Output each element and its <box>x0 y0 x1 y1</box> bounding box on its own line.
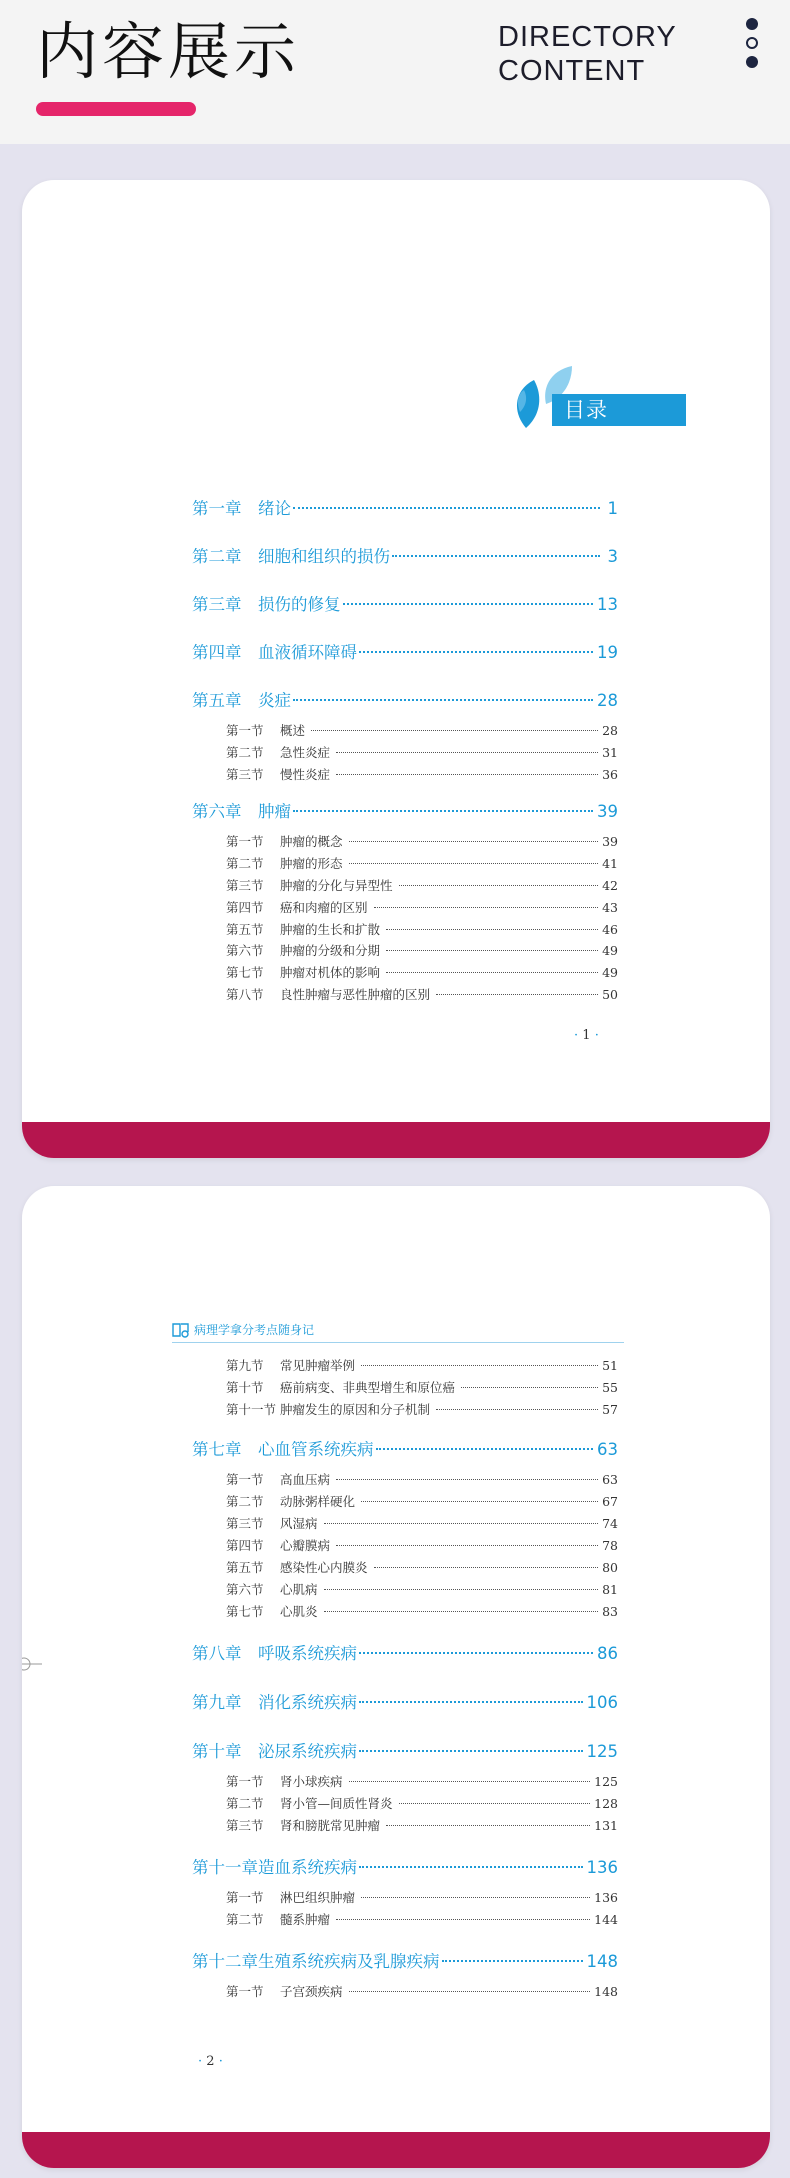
toc-section-row[interactable] <box>226 1470 618 1490</box>
chapter-number: 第八章 <box>192 1644 242 1663</box>
section-title: 心肌病 <box>280 1582 318 1597</box>
section-number: 第二节 <box>226 744 264 760</box>
toc-section-row[interactable] <box>226 1794 618 1814</box>
chapter-title: 绪论 <box>258 499 291 518</box>
section-number: 第一节 <box>226 1774 264 1789</box>
page-bottom-bar <box>22 1122 770 1158</box>
section-page: 83 <box>602 1604 618 1619</box>
section-title: 急性炎症 <box>280 744 331 760</box>
section-page: 49 <box>602 943 618 959</box>
header-english-title <box>498 20 677 88</box>
dot-leader <box>343 603 594 605</box>
dot-leader <box>442 1960 583 1962</box>
dot-leader <box>293 810 593 812</box>
section-title: 动脉粥样硬化 <box>280 1494 356 1509</box>
section-number: 第二节 <box>226 1796 264 1811</box>
section-number: 第一节 <box>226 723 264 738</box>
toc-section-row[interactable] <box>226 985 618 1005</box>
section-title: 子宫颈疾病 <box>280 1984 343 1999</box>
dot-leader <box>361 1365 598 1366</box>
section-page: 78 <box>602 1538 618 1553</box>
toc-section-row[interactable] <box>226 1888 618 1908</box>
section-page: 46 <box>602 921 618 937</box>
toc-chapter-row[interactable] <box>192 495 618 521</box>
header-underline <box>36 102 196 116</box>
section-title: 肿瘤的形态 <box>280 856 343 872</box>
chapter-page: 136 <box>586 1858 618 1877</box>
toc-section-row[interactable] <box>226 963 618 983</box>
dot-leader <box>311 730 598 731</box>
section-number: 第十节 <box>226 1380 264 1395</box>
section-title: 癌和肉瘤的区别 <box>280 899 368 915</box>
section-title: 肿瘤对机体的影响 <box>280 965 381 981</box>
toc-section-row[interactable] <box>226 1580 618 1600</box>
dot-icon <box>746 37 758 49</box>
section-title: 髓系肿瘤 <box>280 1912 331 1927</box>
section-number: 第一节 <box>226 1472 264 1487</box>
section-page: 49 <box>602 965 618 981</box>
chapter-number: 第三章 <box>192 595 242 614</box>
toc-chapter-row[interactable] <box>192 591 618 617</box>
toc-section-row[interactable] <box>226 1910 618 1930</box>
toc-page-2 <box>22 1186 770 2168</box>
dot-leader <box>349 841 599 842</box>
toc-chapter-row[interactable] <box>192 1948 618 1974</box>
dot-icon <box>746 56 758 68</box>
section-page: 81 <box>602 1582 618 1597</box>
chapter-title: 血液循环障碍 <box>258 643 357 662</box>
section-page: 67 <box>602 1494 618 1509</box>
dot-leader <box>374 1567 599 1568</box>
section-page: 55 <box>602 1380 618 1395</box>
dot-leader <box>336 774 598 775</box>
chapter-title: 呼吸系统疾病 <box>258 1644 357 1663</box>
toc-section-row[interactable] <box>226 743 618 763</box>
chapter-title: 生殖系统疾病及乳腺疾病 <box>258 1952 440 1971</box>
chapter-title: 造血系统疾病 <box>258 1858 357 1877</box>
dot-leader <box>436 994 598 995</box>
toc-section-row[interactable] <box>226 898 618 918</box>
dots-menu-icon[interactable] <box>746 18 760 75</box>
chapter-number: 第七章 <box>192 1440 242 1459</box>
toc-section-row[interactable] <box>226 1982 618 2002</box>
dot-leader <box>386 1825 590 1826</box>
toc-chapter-row[interactable] <box>192 798 618 824</box>
chapter-number: 第四章 <box>192 643 242 662</box>
section-number: 第十一节 <box>226 1402 277 1417</box>
section-title: 肾和膀胱常见肿瘤 <box>280 1818 381 1833</box>
toc-section-row[interactable] <box>226 832 618 852</box>
chapter-title: 泌尿系统疾病 <box>258 1742 357 1761</box>
dot-leader <box>336 1919 590 1920</box>
section-page: 136 <box>594 1890 618 1905</box>
dot-leader <box>386 950 598 951</box>
dot-leader <box>386 929 598 930</box>
dot-leader <box>392 555 600 557</box>
dot-leader <box>359 651 593 653</box>
section-page: 36 <box>602 766 618 782</box>
section-number: 第五节 <box>226 1560 264 1575</box>
toc-chapter-row[interactable] <box>192 1436 618 1462</box>
book-icon <box>172 1322 190 1338</box>
section-title: 心肌炎 <box>280 1604 318 1619</box>
section-title: 心瓣膜病 <box>280 1538 331 1553</box>
section-title: 肿瘤的分化与异型性 <box>280 878 393 893</box>
chapter-page: 13 <box>597 595 618 614</box>
header-en-line2: CONTENT <box>498 55 646 87</box>
toc-chapter-row[interactable] <box>192 1854 618 1880</box>
chapter-title: 心血管系统疾病 <box>258 1440 374 1459</box>
section-title: 慢性炎症 <box>280 766 331 782</box>
page-header <box>0 0 790 144</box>
section-number: 第六节 <box>226 1582 264 1597</box>
dot-leader <box>359 1750 583 1752</box>
toc-chapter-row[interactable] <box>192 639 618 665</box>
mulu-badge <box>512 360 686 442</box>
dot-icon <box>746 18 758 30</box>
book-title: 病理学拿分考点随身记 <box>194 1323 315 1337</box>
section-title: 肿瘤的分级和分期 <box>280 943 381 959</box>
dot-leader <box>359 1866 583 1868</box>
dot-leader <box>349 1991 591 1992</box>
dot-leader <box>293 507 600 509</box>
toc-section-row[interactable] <box>226 1400 618 1420</box>
dot-leader <box>461 1387 598 1388</box>
chapter-page: 19 <box>597 643 618 662</box>
section-title: 淋巴组织肿瘤 <box>280 1890 356 1905</box>
chapter-title: 细胞和组织的损伤 <box>258 547 390 566</box>
section-number: 第一节 <box>226 834 264 850</box>
dot-leader <box>336 1479 598 1480</box>
dot-leader <box>349 863 599 864</box>
section-number: 第三节 <box>226 878 264 893</box>
chapter-number: 第五章 <box>192 691 242 710</box>
dot-leader <box>324 1611 599 1612</box>
section-title: 感染性心内膜炎 <box>280 1560 368 1575</box>
section-number: 第四节 <box>226 1538 264 1553</box>
toc-section-row[interactable] <box>226 1492 618 1512</box>
toc-section-row[interactable] <box>226 721 618 741</box>
dot-leader <box>361 1897 590 1898</box>
section-title: 肿瘤发生的原因和分子机制 <box>280 1402 431 1417</box>
section-page: 80 <box>602 1560 618 1575</box>
page-bottom-bar <box>22 2132 770 2168</box>
chapter-page: 28 <box>597 691 618 710</box>
section-page: 74 <box>602 1516 618 1531</box>
dot-leader <box>324 1523 599 1524</box>
section-page: 128 <box>594 1796 618 1811</box>
section-number: 第四节 <box>226 899 264 915</box>
section-number: 第二节 <box>226 856 264 872</box>
section-number: 第六节 <box>226 943 264 959</box>
section-title: 肾小球疾病 <box>280 1774 343 1789</box>
section-title: 肿瘤的概念 <box>280 834 343 850</box>
chapter-page: 86 <box>597 1644 618 1663</box>
dot-leader <box>293 699 593 701</box>
section-page: 148 <box>594 1984 618 1999</box>
toc-heading: 目录 <box>564 398 608 422</box>
section-number: 第二节 <box>226 1494 264 1509</box>
dot-leader <box>336 752 598 753</box>
chapter-page: 63 <box>597 1440 618 1459</box>
chapter-number: 第十二章 <box>192 1952 258 1971</box>
section-number: 第二节 <box>226 1912 264 1927</box>
section-page: 42 <box>602 878 618 893</box>
dot-leader <box>374 907 599 908</box>
chapter-number: 第二章 <box>192 547 242 566</box>
dot-leader <box>386 972 598 973</box>
chapter-title: 消化系统疾病 <box>258 1693 357 1712</box>
section-page: 144 <box>594 1912 618 1927</box>
section-number: 第九节 <box>226 1358 264 1373</box>
toc-section-row[interactable] <box>226 1356 618 1376</box>
chapter-number: 第十一章 <box>192 1858 258 1877</box>
dot-leader <box>399 1803 591 1804</box>
dot-leader <box>359 1701 583 1703</box>
section-page: 31 <box>602 744 618 760</box>
chapter-number: 第九章 <box>192 1693 242 1712</box>
toc-section-row[interactable] <box>226 1378 618 1398</box>
section-page: 39 <box>602 834 618 850</box>
toc-section-row[interactable] <box>226 1536 618 1556</box>
toc-chapter-row[interactable] <box>192 543 618 569</box>
toc-section-row[interactable] <box>226 941 618 961</box>
dot-leader <box>376 1448 594 1450</box>
toc-section-row[interactable] <box>226 920 618 940</box>
dot-leader <box>336 1545 598 1546</box>
section-number: 第五节 <box>226 921 264 937</box>
book-running-header <box>172 1320 624 1343</box>
chapter-title: 炎症 <box>258 691 291 710</box>
toc-section-row[interactable] <box>226 876 618 896</box>
toc-section-row[interactable] <box>226 1602 618 1622</box>
chapter-number: 第一章 <box>192 499 242 518</box>
dot-leader <box>436 1409 598 1410</box>
header-title: 内容展示 <box>36 15 301 88</box>
toc-chapter-row[interactable] <box>192 1738 618 1764</box>
section-number: 第三节 <box>226 766 264 782</box>
dot-leader <box>361 1501 598 1502</box>
toc-section-row[interactable] <box>226 1772 618 1792</box>
section-number: 第三节 <box>226 1818 264 1833</box>
section-page: 131 <box>594 1818 618 1833</box>
dot-leader <box>324 1589 599 1590</box>
chapter-page: 39 <box>597 802 618 822</box>
toc-section-row[interactable] <box>226 1816 618 1836</box>
section-title: 风湿病 <box>280 1516 318 1531</box>
section-page: 125 <box>594 1774 618 1789</box>
section-page: 57 <box>602 1402 618 1417</box>
section-page: 28 <box>602 723 618 738</box>
chapter-page: 3 <box>607 547 618 566</box>
section-number: 第七节 <box>226 1604 264 1619</box>
chapter-page: 148 <box>586 1952 618 1971</box>
toc-page-1 <box>22 180 770 1158</box>
section-page: 43 <box>602 899 618 915</box>
section-number: 第一节 <box>226 1984 264 1999</box>
section-page: 63 <box>602 1472 618 1487</box>
chapter-title: 损伤的修复 <box>258 595 341 614</box>
toc-chapter-row[interactable] <box>192 1689 618 1715</box>
chapter-number: 第六章 <box>192 802 242 822</box>
dot-leader <box>349 1781 591 1782</box>
crosshair-mark-icon <box>22 1654 42 1674</box>
section-number: 第七节 <box>226 965 264 981</box>
toc-chapter-row[interactable] <box>192 1640 618 1666</box>
toc-section-row[interactable] <box>226 1514 618 1534</box>
page-number: · 2 · <box>198 2054 223 2069</box>
section-number: 第八节 <box>226 987 264 1002</box>
toc-section-row[interactable] <box>226 854 618 874</box>
section-number: 第一节 <box>226 1890 264 1905</box>
section-number: 第三节 <box>226 1516 264 1531</box>
toc-section-row[interactable] <box>226 1558 618 1578</box>
chapter-title: 肿瘤 <box>258 802 291 822</box>
section-title: 癌前病变、非典型增生和原位癌 <box>280 1380 456 1395</box>
chapter-page: 106 <box>586 1693 618 1712</box>
page-number: · 1 · <box>574 1028 599 1043</box>
toc-section-row[interactable] <box>226 765 618 785</box>
header-en-line1: DIRECTORY <box>498 21 677 53</box>
chapter-page: 1 <box>607 499 618 518</box>
toc-chapter-row[interactable] <box>192 687 618 713</box>
section-page: 50 <box>602 987 618 1002</box>
section-title: 肿瘤的生长和扩散 <box>280 921 381 937</box>
section-title: 常见肿瘤举例 <box>280 1358 356 1373</box>
section-title: 高血压病 <box>280 1472 331 1487</box>
section-title: 概述 <box>280 723 306 738</box>
section-page: 41 <box>602 856 618 872</box>
dot-leader <box>399 885 599 886</box>
section-title: 肾小管—间质性肾炎 <box>280 1796 393 1811</box>
section-title: 良性肿瘤与恶性肿瘤的区别 <box>280 987 431 1002</box>
section-page: 51 <box>602 1358 618 1373</box>
chapter-page: 125 <box>586 1742 618 1761</box>
dot-leader <box>359 1652 593 1654</box>
chapter-number: 第十章 <box>192 1742 242 1761</box>
